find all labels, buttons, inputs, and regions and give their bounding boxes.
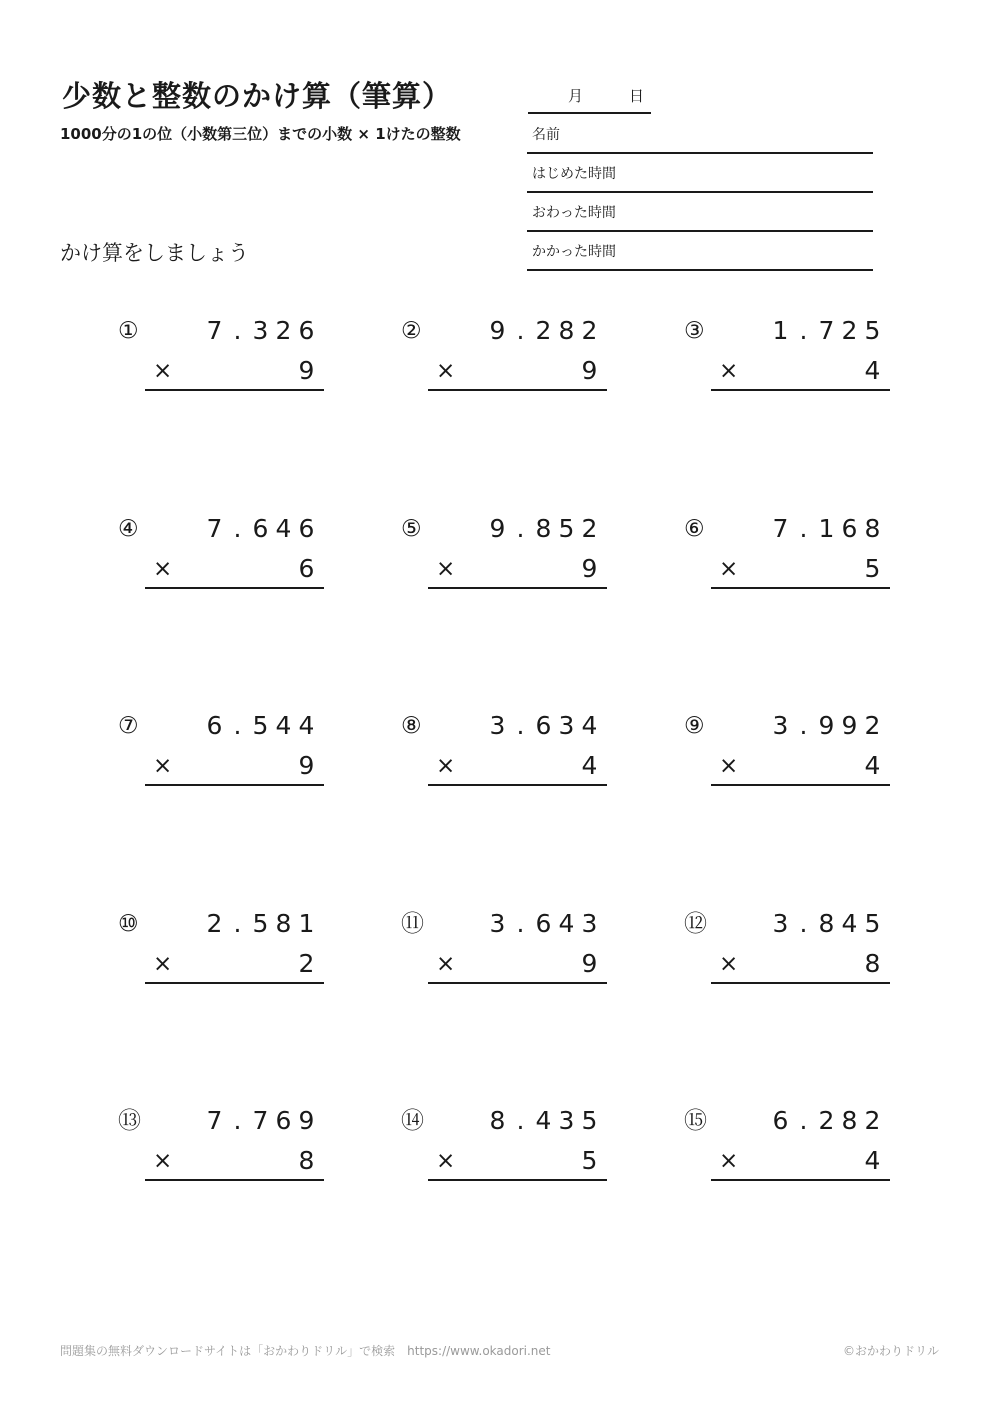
multiplier: 9 bbox=[298, 751, 315, 780]
multiplier: 9 bbox=[298, 356, 315, 385]
times-sign: × bbox=[719, 951, 739, 977]
digit: 7 bbox=[206, 316, 223, 345]
multiplicand bbox=[769, 316, 884, 346]
problem-number: ⑧ bbox=[401, 713, 422, 739]
problem-number: ⑬ bbox=[118, 1108, 141, 1134]
answer-line[interactable] bbox=[145, 982, 324, 984]
problem-number: ⑩ bbox=[118, 911, 139, 937]
times-sign: × bbox=[436, 951, 456, 977]
digit: 4 bbox=[535, 1106, 552, 1135]
elapsed-time-field[interactable] bbox=[527, 231, 873, 271]
multiplicand bbox=[769, 909, 884, 939]
problem-5 bbox=[401, 512, 601, 592]
digit: 1 bbox=[818, 514, 835, 543]
answer-line[interactable] bbox=[145, 587, 324, 589]
multiplier: 5 bbox=[581, 1146, 598, 1175]
times-sign: × bbox=[153, 1148, 173, 1174]
digit: 2 bbox=[275, 316, 292, 345]
answer-line[interactable] bbox=[711, 784, 890, 786]
problem-7 bbox=[118, 709, 318, 789]
multiplier: 2 bbox=[298, 949, 315, 978]
month-label: 月 bbox=[568, 87, 584, 105]
digit: 3 bbox=[558, 711, 575, 740]
problem-15 bbox=[684, 1104, 884, 1184]
digit: 9 bbox=[489, 316, 506, 345]
digit: 9 bbox=[298, 1106, 315, 1135]
digit: 6 bbox=[772, 1106, 789, 1135]
multiplicand bbox=[769, 711, 884, 741]
digit: 6 bbox=[206, 711, 223, 740]
digit: 7 bbox=[772, 514, 789, 543]
answer-line[interactable] bbox=[711, 1179, 890, 1181]
answer-line[interactable] bbox=[428, 1179, 607, 1181]
answer-line[interactable] bbox=[711, 587, 890, 589]
digit: 2 bbox=[581, 514, 598, 543]
footer-site-note: 問題集の無料ダウンロードサイトは「おかわりドリル」で検索 https://www.okadori.net bbox=[60, 1344, 551, 1358]
problem-number: ⑨ bbox=[684, 713, 705, 739]
problem-number: ③ bbox=[684, 318, 705, 344]
digit: 4 bbox=[581, 711, 598, 740]
digit: 6 bbox=[841, 514, 858, 543]
problem-12 bbox=[684, 907, 884, 987]
digit: 9 bbox=[841, 711, 858, 740]
problem-number: ② bbox=[401, 318, 422, 344]
instruction-text: かけ算をしましょう bbox=[60, 241, 249, 265]
multiplier: 4 bbox=[581, 751, 598, 780]
digit: 6 bbox=[275, 1106, 292, 1135]
digit: 8 bbox=[535, 514, 552, 543]
multiplier: 4 bbox=[864, 1146, 881, 1175]
problem-6 bbox=[684, 512, 884, 592]
problem-8 bbox=[401, 709, 601, 789]
end-time-field[interactable] bbox=[527, 192, 873, 232]
day-label: 日 bbox=[629, 87, 645, 105]
digit: 8 bbox=[841, 1106, 858, 1135]
answer-line[interactable] bbox=[711, 982, 890, 984]
multiplicand bbox=[486, 514, 601, 544]
digit: 3 bbox=[489, 711, 506, 740]
multiplicand bbox=[769, 514, 884, 544]
multiplier: 8 bbox=[864, 949, 881, 978]
times-sign: × bbox=[436, 1148, 456, 1174]
problem-14 bbox=[401, 1104, 601, 1184]
multiplier: 6 bbox=[298, 554, 315, 583]
page-title: 少数と整数のかけ算（筆算） bbox=[62, 79, 453, 113]
digit: 7 bbox=[206, 1106, 223, 1135]
digit: 2 bbox=[818, 1106, 835, 1135]
answer-line[interactable] bbox=[145, 784, 324, 786]
decimal-point: . bbox=[233, 316, 242, 345]
problem-number: ⑫ bbox=[684, 911, 707, 937]
multiplicand bbox=[769, 1106, 884, 1136]
digit: 5 bbox=[252, 909, 269, 938]
digit: 3 bbox=[489, 909, 506, 938]
problem-4 bbox=[118, 512, 318, 592]
digit: 5 bbox=[864, 909, 881, 938]
decimal-point: . bbox=[233, 909, 242, 938]
multiplicand bbox=[203, 514, 318, 544]
times-sign: × bbox=[153, 753, 173, 779]
problem-number: ⑪ bbox=[401, 911, 424, 937]
multiplier: 9 bbox=[581, 356, 598, 385]
answer-line[interactable] bbox=[428, 784, 607, 786]
problem-number: ④ bbox=[118, 516, 139, 542]
times-sign: × bbox=[719, 1148, 739, 1174]
decimal-point: . bbox=[516, 514, 525, 543]
page-subtitle: 1000分の1の位（小数第三位）までの小数 × 1けたの整数 bbox=[60, 125, 461, 143]
digit: 2 bbox=[535, 316, 552, 345]
decimal-point: . bbox=[233, 1106, 242, 1135]
digit: 3 bbox=[772, 909, 789, 938]
start-time-label: はじめた時間 bbox=[532, 166, 616, 182]
digit: 2 bbox=[581, 316, 598, 345]
multiplicand bbox=[486, 909, 601, 939]
problem-2 bbox=[401, 314, 601, 394]
digit: 6 bbox=[535, 711, 552, 740]
name-field[interactable] bbox=[527, 114, 873, 154]
answer-line[interactable] bbox=[428, 389, 607, 391]
decimal-point: . bbox=[233, 711, 242, 740]
digit: 4 bbox=[558, 909, 575, 938]
decimal-point: . bbox=[516, 316, 525, 345]
problem-number: ⑮ bbox=[684, 1108, 707, 1134]
multiplicand bbox=[203, 316, 318, 346]
multiplicand bbox=[486, 711, 601, 741]
times-sign: × bbox=[719, 556, 739, 582]
multiplier: 5 bbox=[864, 554, 881, 583]
answer-line[interactable] bbox=[428, 982, 607, 984]
times-sign: × bbox=[719, 358, 739, 384]
digit: 6 bbox=[298, 316, 315, 345]
digit: 6 bbox=[298, 514, 315, 543]
times-sign: × bbox=[436, 753, 456, 779]
digit: 8 bbox=[558, 316, 575, 345]
digit: 7 bbox=[818, 316, 835, 345]
multiplier: 9 bbox=[581, 554, 598, 583]
multiplicand bbox=[203, 711, 318, 741]
digit: 2 bbox=[206, 909, 223, 938]
problem-3 bbox=[684, 314, 884, 394]
digit: 3 bbox=[252, 316, 269, 345]
problem-1 bbox=[118, 314, 318, 394]
multiplicand bbox=[203, 1106, 318, 1136]
problem-number: ① bbox=[118, 318, 139, 344]
elapsed-time-label: かかった時間 bbox=[532, 244, 616, 260]
problem-11 bbox=[401, 907, 601, 987]
digit: 2 bbox=[864, 711, 881, 740]
digit: 8 bbox=[275, 909, 292, 938]
answer-line[interactable] bbox=[711, 389, 890, 391]
digit: 4 bbox=[275, 514, 292, 543]
answer-line[interactable] bbox=[145, 389, 324, 391]
decimal-point: . bbox=[799, 1106, 808, 1135]
problem-number: ⑦ bbox=[118, 713, 139, 739]
decimal-point: . bbox=[516, 711, 525, 740]
digit: 4 bbox=[841, 909, 858, 938]
problem-9 bbox=[684, 709, 884, 789]
digit: 1 bbox=[298, 909, 315, 938]
times-sign: × bbox=[436, 556, 456, 582]
decimal-point: . bbox=[233, 514, 242, 543]
start-time-field[interactable] bbox=[527, 153, 873, 193]
digit: 9 bbox=[489, 514, 506, 543]
multiplier: 9 bbox=[581, 949, 598, 978]
digit: 3 bbox=[772, 711, 789, 740]
digit: 6 bbox=[535, 909, 552, 938]
problem-10 bbox=[118, 907, 318, 987]
problem-13 bbox=[118, 1104, 318, 1184]
digit: 8 bbox=[818, 909, 835, 938]
digit: 2 bbox=[841, 316, 858, 345]
times-sign: × bbox=[153, 556, 173, 582]
decimal-point: . bbox=[516, 1106, 525, 1135]
multiplier: 4 bbox=[864, 356, 881, 385]
multiplicand bbox=[486, 316, 601, 346]
times-sign: × bbox=[153, 358, 173, 384]
digit: 2 bbox=[864, 1106, 881, 1135]
digit: 6 bbox=[252, 514, 269, 543]
digit: 8 bbox=[864, 514, 881, 543]
footer-copyright: ©おかわりドリル bbox=[843, 1344, 940, 1358]
date-field[interactable] bbox=[528, 80, 651, 114]
problem-number: ⑥ bbox=[684, 516, 705, 542]
decimal-point: . bbox=[799, 514, 808, 543]
digit: 5 bbox=[558, 514, 575, 543]
multiplicand bbox=[486, 1106, 601, 1136]
end-time-label: おわった時間 bbox=[532, 205, 616, 221]
digit: 4 bbox=[275, 711, 292, 740]
name-label: 名前 bbox=[532, 127, 560, 143]
multiplier: 4 bbox=[864, 751, 881, 780]
decimal-point: . bbox=[799, 711, 808, 740]
digit: 7 bbox=[206, 514, 223, 543]
digit: 1 bbox=[772, 316, 789, 345]
decimal-point: . bbox=[799, 316, 808, 345]
multiplicand bbox=[203, 909, 318, 939]
digit: 9 bbox=[818, 711, 835, 740]
multiplier: 8 bbox=[298, 1146, 315, 1175]
answer-line[interactable] bbox=[428, 587, 607, 589]
answer-line[interactable] bbox=[145, 1179, 324, 1181]
digit: 5 bbox=[864, 316, 881, 345]
problem-number: ⑭ bbox=[401, 1108, 424, 1134]
digit: 3 bbox=[558, 1106, 575, 1135]
digit: 5 bbox=[581, 1106, 598, 1135]
digit: 5 bbox=[252, 711, 269, 740]
digit: 8 bbox=[489, 1106, 506, 1135]
times-sign: × bbox=[719, 753, 739, 779]
digit: 4 bbox=[298, 711, 315, 740]
digit: 3 bbox=[581, 909, 598, 938]
times-sign: × bbox=[436, 358, 456, 384]
times-sign: × bbox=[153, 951, 173, 977]
digit: 7 bbox=[252, 1106, 269, 1135]
decimal-point: . bbox=[516, 909, 525, 938]
problem-number: ⑤ bbox=[401, 516, 422, 542]
decimal-point: . bbox=[799, 909, 808, 938]
